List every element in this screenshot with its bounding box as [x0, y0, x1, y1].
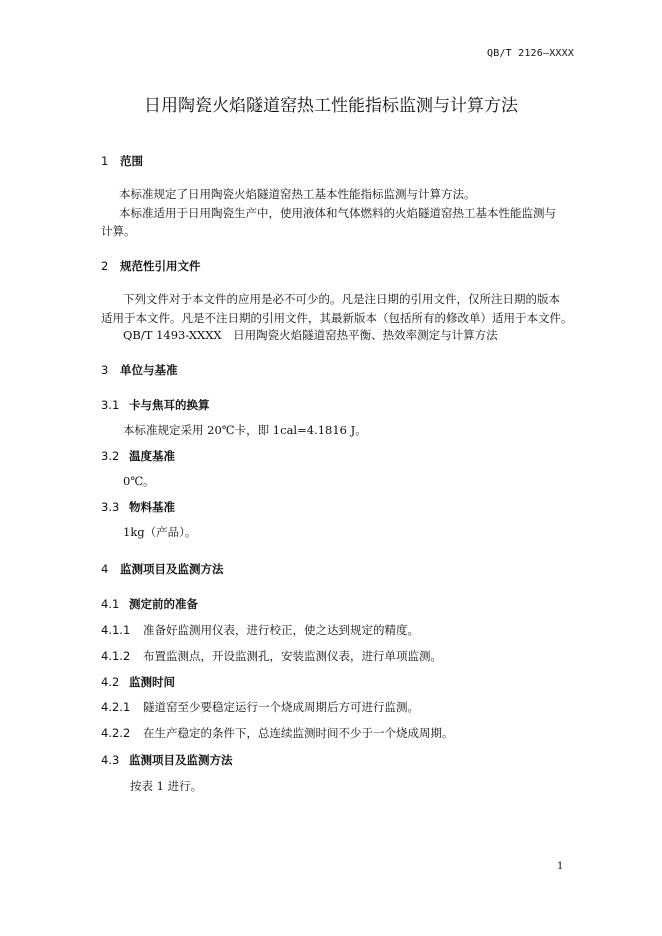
subsection-number: 4.2 — [101, 675, 120, 689]
paragraph: 本标准规定了日用陶瓷火焰隧道窑热工基本性能指标监测与计算方法。 — [119, 187, 476, 201]
clause-number: 4.1.1 — [101, 623, 131, 637]
section-title: 单位与基准 — [120, 363, 178, 377]
clause-4-2-1 — [101, 699, 419, 715]
subsection-number: 4.1 — [101, 597, 120, 611]
paragraph: 本标准规定采用 20℃卡，即 1cal=4.1816 J。 — [123, 423, 367, 437]
section-title: 范围 — [120, 154, 143, 168]
section-1-heading — [101, 153, 143, 169]
clause-4-1-2 — [101, 648, 442, 664]
subsection-3-2-heading — [101, 448, 175, 464]
subsection-title: 温度基准 — [129, 449, 175, 463]
clause-4-1-1 — [101, 622, 419, 638]
section-number: 4 — [101, 562, 109, 576]
section-3-heading — [101, 362, 178, 378]
section-number: 1 — [101, 154, 109, 168]
section-number: 2 — [101, 259, 109, 273]
subsection-number: 4.3 — [101, 753, 120, 767]
subsection-title: 物料基准 — [129, 500, 175, 514]
subsection-4-2-heading — [101, 674, 175, 690]
standard-code: QB/T 2126—XXXX — [487, 48, 575, 59]
subsection-3-3-heading — [101, 499, 175, 515]
normative-reference: QB/T 1493-XXXX 日用陶瓷火焰隧道窑热平衡、热效率测定与计算方法 — [123, 328, 498, 342]
clause-text: 布置监测点，开设监测孔，安装监测仪表，进行单项监测。 — [143, 649, 442, 663]
subsection-3-1-heading — [101, 397, 210, 413]
section-2-heading — [101, 258, 201, 274]
clause-text: 准备好监测用仪表，进行校正，使之达到规定的精度。 — [143, 623, 419, 637]
paragraph: 本标准适用于日用陶瓷生产中，使用液体和气体燃料的火焰隧道窑热工基本性能监测与 — [119, 206, 556, 220]
clause-number: 4.1.2 — [101, 649, 131, 663]
subsection-number: 3.3 — [101, 500, 120, 514]
paragraph-continuation: 适用于本文件。凡是不注日期的引用文件，其最新版本（包括所有的修改单）适用于本文件。 — [101, 311, 573, 325]
section-number: 3 — [101, 363, 109, 377]
paragraph: 0℃。 — [123, 474, 155, 488]
clause-number: 4.2.2 — [101, 726, 131, 740]
document-title: 日用陶瓷火焰隧道窑热工性能指标监测与计算方法 — [144, 96, 518, 116]
section-title: 监测项目及监测方法 — [120, 562, 224, 576]
clause-text: 隧道窑至少要稳定运行一个烧成周期后方可进行监测。 — [143, 700, 419, 714]
subsection-title: 监测时间 — [129, 675, 175, 689]
subsection-title: 测定前的准备 — [129, 597, 198, 611]
subsection-number: 3.2 — [101, 449, 120, 463]
clause-number: 4.2.1 — [101, 700, 131, 714]
paragraph: 1kg（产品）。 — [123, 525, 197, 539]
paragraph-continuation: 计算。 — [101, 224, 136, 238]
page-number: 1 — [557, 861, 564, 872]
paragraph: 按表 1 进行。 — [130, 779, 203, 793]
paragraph: 下列文件对于本文件的应用是必不可少的。凡是注日期的引用文件，仅所注日期的版本 — [123, 292, 560, 306]
subsection-number: 3.1 — [101, 398, 120, 412]
section-title: 规范性引用文件 — [120, 259, 201, 273]
subsection-title: 监测项目及监测方法 — [129, 753, 233, 767]
section-4-heading — [101, 561, 224, 577]
clause-4-2-2 — [101, 725, 454, 741]
clause-text: 在生产稳定的条件下，总连续监测时间不少于一个烧成周期。 — [143, 726, 454, 740]
subsection-4-3-heading — [101, 752, 233, 768]
subsection-4-1-heading — [101, 596, 198, 612]
subsection-title: 卡与焦耳的换算 — [129, 398, 210, 412]
